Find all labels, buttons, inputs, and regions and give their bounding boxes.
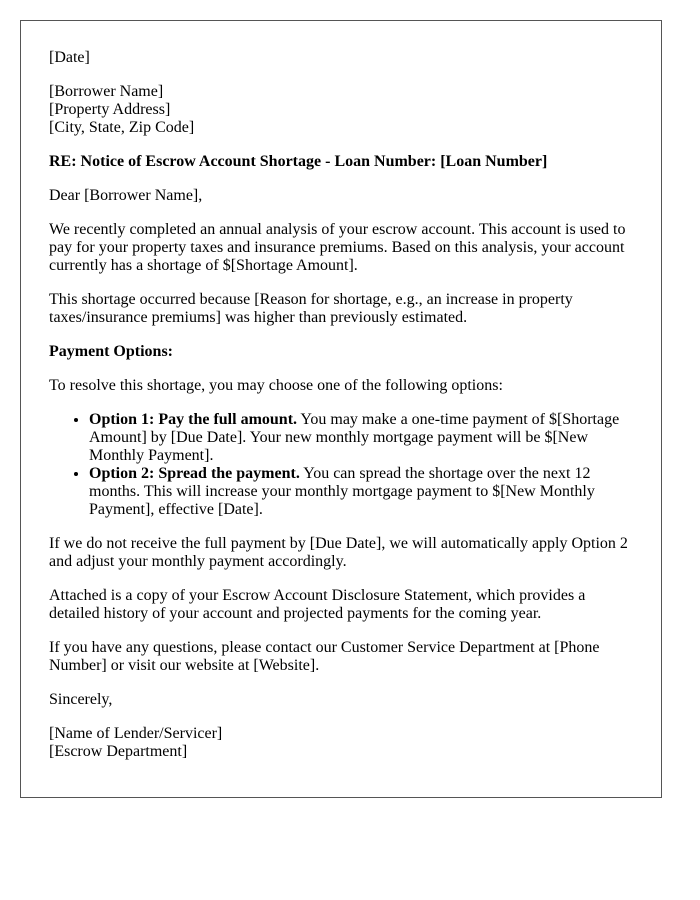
- letter-date: [Date]: [49, 49, 90, 66]
- option-title: Option 1: Pay the full amount.: [89, 411, 298, 428]
- option-item: [89, 465, 632, 519]
- subject-line: [49, 153, 632, 171]
- options-list: [49, 411, 632, 519]
- salutation: Dear [Borrower Name],: [49, 187, 203, 204]
- body-paragraph: This shortage occurred because [Reason for shortage, e.g., an increase in property taxes/insurance premiums] was higher than previously estimated.: [49, 291, 573, 326]
- option-item: [89, 411, 632, 465]
- signature-department: [Escrow Department]: [49, 743, 188, 760]
- option-text: You can spread the shortage over the next 12 months. This will increase your monthly mortgage payment to $[New Monthly Payment], effective [Date].: [89, 465, 595, 518]
- recipient-address: [49, 83, 632, 137]
- signature-lender: [Name of Lender/Servicer]: [49, 725, 223, 742]
- letter: [20, 20, 662, 798]
- signoff: Sincerely,: [49, 691, 113, 708]
- signature-block: [49, 725, 632, 761]
- options-intro: To resolve this shortage, you may choose one of the following options:: [49, 377, 503, 394]
- recipient-property-address: [Property Address]: [49, 101, 171, 118]
- options-heading-text: Payment Options:: [49, 343, 173, 360]
- body-paragraph: If we do not receive the full payment by [Due Date], we will automatically apply Option 2 and adjust your monthly payment accordingly.: [49, 535, 628, 570]
- option-title: Option 2: Spread the payment.: [89, 465, 300, 482]
- recipient-city-state-zip: [City, State, Zip Code]: [49, 119, 195, 136]
- body-paragraph: Attached is a copy of your Escrow Account Disclosure Statement, which provides a detailed history of your account and projected payments for the coming year.: [49, 587, 586, 622]
- options-heading: [49, 343, 632, 361]
- subject-text: RE: Notice of Escrow Account Shortage - Loan Number: [Loan Number]: [49, 153, 548, 170]
- body-paragraph: If you have any questions, please contact our Customer Service Department at [Phone Number] or visit our website at [Website].: [49, 639, 600, 674]
- body-paragraph: We recently completed an annual analysis of your escrow account. This account is used to pay for your property taxes and insurance premiums. Based on this analysis, your account currently has a shortage of $[Shortage Amount].: [49, 221, 626, 274]
- recipient-name: [Borrower Name]: [49, 83, 164, 100]
- option-text: You may make a one-time payment of $[Shortage Amount] by [Due Date]. Your new monthly mortgage payment will be $[New Monthly Payment].: [89, 411, 620, 464]
